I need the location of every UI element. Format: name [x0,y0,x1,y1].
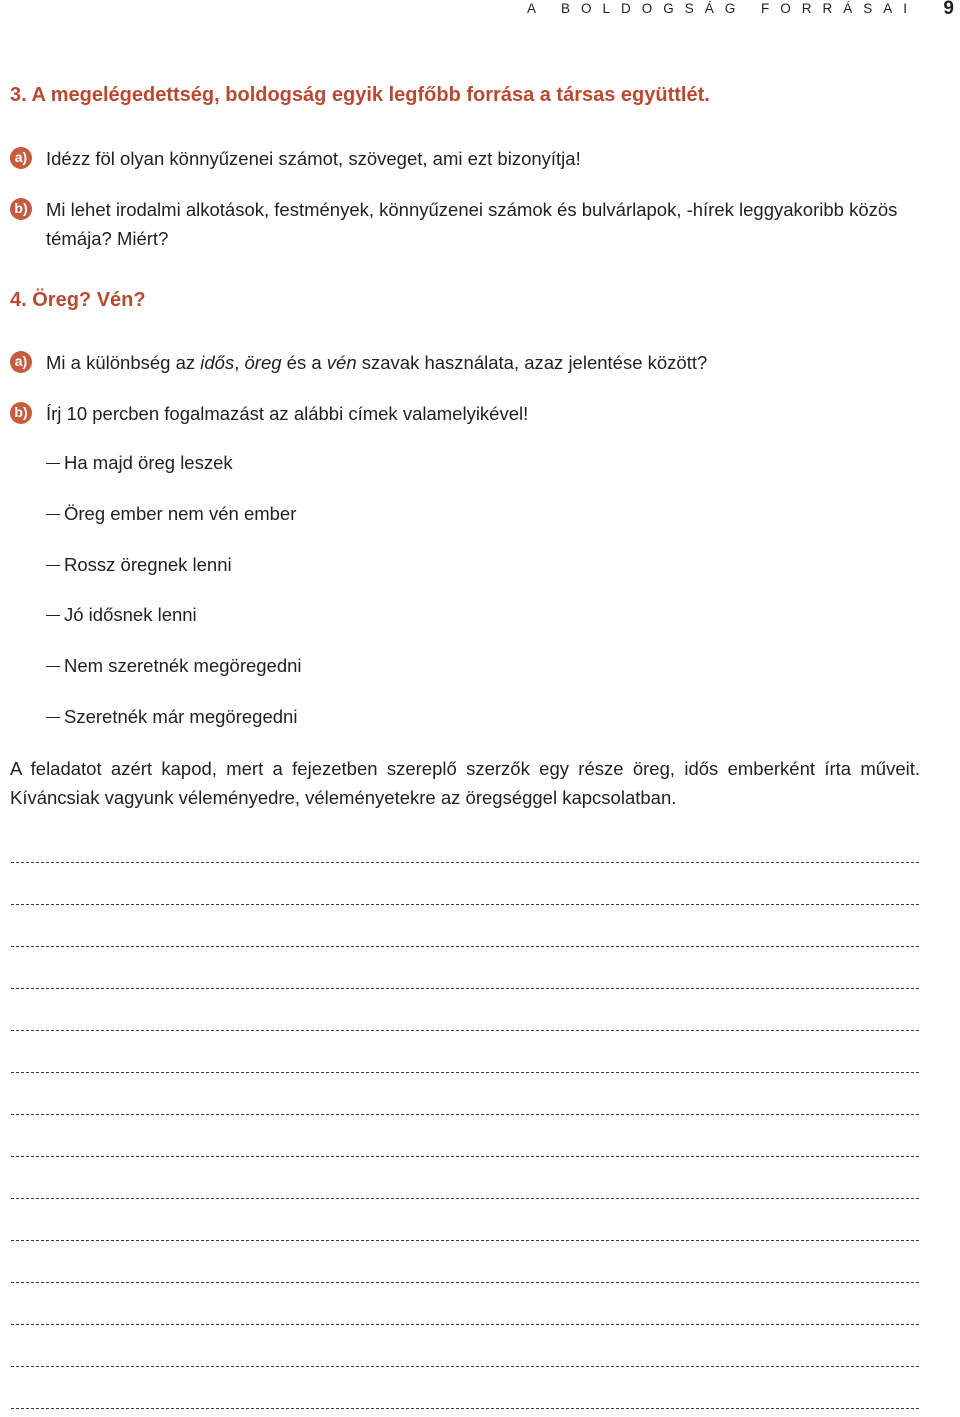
task-4a-sep2: és a [281,352,327,373]
badge-b: b) [10,198,32,220]
essay-title-option [46,503,296,525]
running-header [0,0,960,24]
badge-a: a) [10,147,32,169]
writing-line[interactable] [11,1282,919,1283]
writing-line[interactable] [11,1366,919,1367]
writing-line[interactable] [11,1114,919,1115]
task-3b [10,195,922,253]
running-title: A BOLDOGSÁG FORRÁSAI [526,1,918,16]
essay-title-text: Öreg ember nem vén ember [64,503,297,524]
writing-line[interactable] [11,1072,919,1073]
essay-title-text: Jó idősnek lenni [64,604,197,625]
writing-line[interactable] [11,1156,919,1157]
essay-title-option [46,706,297,728]
badge-b: b) [10,402,32,424]
page-number: 9 [943,0,954,19]
essay-title-option [46,604,197,626]
task-4b [10,399,922,428]
writing-line[interactable] [11,988,919,989]
dash-mark [46,666,60,667]
task-4a [10,348,922,377]
task-3a [10,144,922,173]
task-4b-text: Írj 10 percben fogalmazást az alábbi címek valamelyikével! [46,403,529,424]
dash-mark [46,615,60,616]
writing-line[interactable] [11,1408,919,1409]
task-4a-pre: Mi a különbség az [46,352,201,373]
dash-mark [46,565,60,566]
essay-title-text: Szeretnék már megöregedni [64,706,298,727]
task-4a-text [46,348,922,377]
dash-mark [46,463,60,464]
essay-title-option [46,452,233,474]
task-3a-text: Idézz föl olyan könnyűzenei számot, szöveget, ami ezt bizonyítja! [46,148,581,169]
word-oreg: öreg [244,352,282,373]
writing-line[interactable] [11,1030,919,1031]
dash-mark [46,717,60,718]
task-4a-post: szavak használata, azaz jelentése között? [356,352,708,373]
writing-line[interactable] [11,1198,919,1199]
section-3-title: 3. A megelégedettség, boldogság egyik legfőbb forrása a társas együttlét. [10,84,710,106]
writing-line[interactable] [11,946,919,947]
task-3b-text: Mi lehet irodalmi alkotások, festmények, könnyűzenei számok és bulvárlapok, -hírek leggyakoribb közös témája? Miért? [46,199,898,249]
essay-title-option [46,554,232,576]
task-4a-sep1: , [234,352,245,373]
word-ven: vén [326,352,357,373]
writing-line[interactable] [11,862,919,863]
explanation-paragraph: A feladatot azért kapod, mert a fejezetben szereplő szerzők egy része öreg, idős emberként írta műveit. Kíváncsiak vagyunk véleményedre, véleményetekre az öregséggel kapcsolatban. [10,758,920,808]
writing-line[interactable] [11,904,919,905]
writing-line[interactable] [11,1324,919,1325]
section-4-title: 4. Öreg? Vén? [10,289,146,311]
essay-title-text: Nem szeretnék megöregedni [64,655,302,676]
writing-line[interactable] [11,1240,919,1241]
essay-title-text: Rossz öregnek lenni [64,554,232,575]
word-idos: idős [200,352,235,373]
essay-title-text: Ha majd öreg leszek [64,452,233,473]
badge-a: a) [10,351,32,373]
essay-title-option [46,655,302,677]
dash-mark [46,514,60,515]
